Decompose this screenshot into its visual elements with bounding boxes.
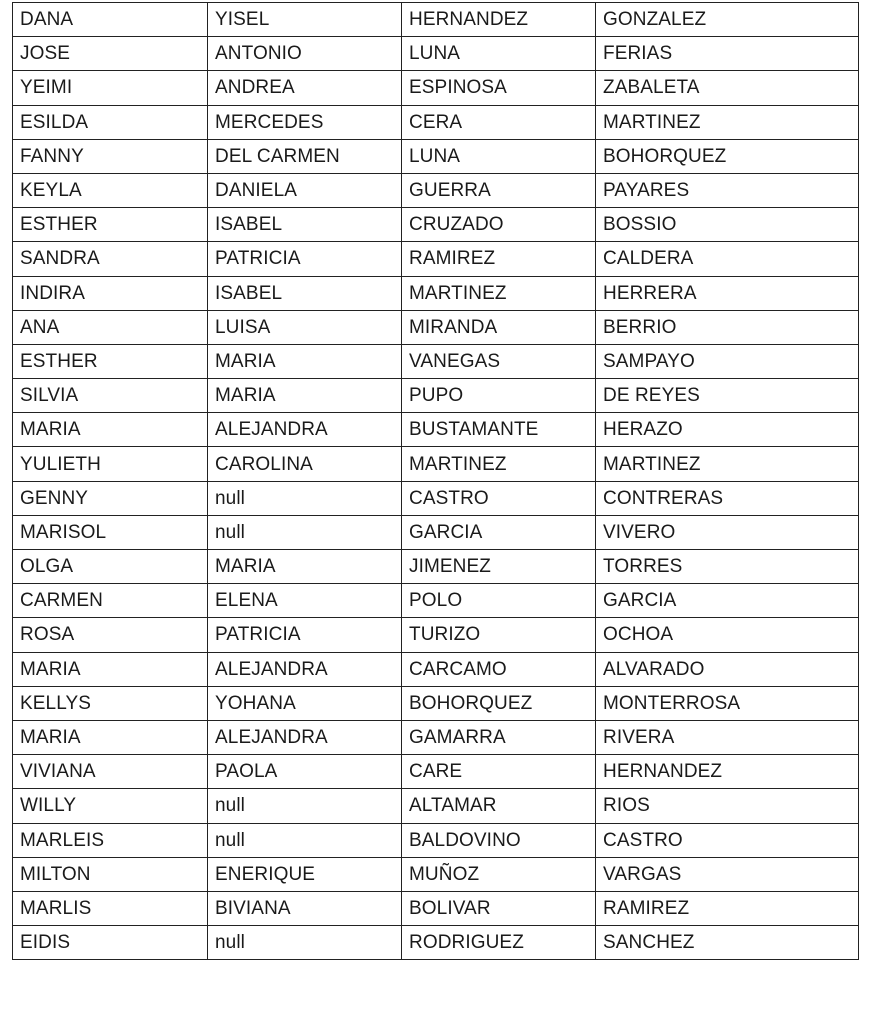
first-surname-cell: VANEGAS bbox=[402, 344, 596, 378]
first-surname-cell: LUNA bbox=[402, 139, 596, 173]
table-row bbox=[13, 3, 859, 37]
table-row bbox=[13, 105, 859, 139]
second-surname-cell: GARCIA bbox=[596, 584, 859, 618]
first-name-cell: YEIMI bbox=[13, 71, 208, 105]
first-surname-cell: GAMARRA bbox=[402, 720, 596, 754]
middle-name-cell: ALEJANDRA bbox=[208, 720, 402, 754]
first-name-cell: DANA bbox=[13, 3, 208, 37]
first-name-cell: MARLEIS bbox=[13, 823, 208, 857]
middle-name-cell: null bbox=[208, 789, 402, 823]
second-surname-cell: HERAZO bbox=[596, 413, 859, 447]
first-name-cell: MARISOL bbox=[13, 515, 208, 549]
table-row bbox=[13, 413, 859, 447]
middle-name-cell: ENERIQUE bbox=[208, 857, 402, 891]
middle-name-cell: ELENA bbox=[208, 584, 402, 618]
second-surname-cell: CONTRERAS bbox=[596, 481, 859, 515]
second-surname-cell: BERRIO bbox=[596, 310, 859, 344]
middle-name-cell: PATRICIA bbox=[208, 618, 402, 652]
table-row bbox=[13, 652, 859, 686]
table-row bbox=[13, 344, 859, 378]
middle-name-cell: CAROLINA bbox=[208, 447, 402, 481]
second-surname-cell: MARTINEZ bbox=[596, 447, 859, 481]
table-row bbox=[13, 720, 859, 754]
second-surname-cell: ALVARADO bbox=[596, 652, 859, 686]
table-row bbox=[13, 550, 859, 584]
second-surname-cell: RIOS bbox=[596, 789, 859, 823]
first-surname-cell: TURIZO bbox=[402, 618, 596, 652]
table-row bbox=[13, 447, 859, 481]
first-surname-cell: ALTAMAR bbox=[402, 789, 596, 823]
middle-name-cell: ISABEL bbox=[208, 208, 402, 242]
middle-name-cell: ALEJANDRA bbox=[208, 413, 402, 447]
first-surname-cell: RAMIREZ bbox=[402, 242, 596, 276]
first-surname-cell: MUÑOZ bbox=[402, 857, 596, 891]
table-row bbox=[13, 618, 859, 652]
middle-name-cell: ANTONIO bbox=[208, 37, 402, 71]
second-surname-cell: GONZALEZ bbox=[596, 3, 859, 37]
first-surname-cell: CRUZADO bbox=[402, 208, 596, 242]
first-surname-cell: CERA bbox=[402, 105, 596, 139]
first-name-cell: MARLIS bbox=[13, 891, 208, 925]
table-row bbox=[13, 823, 859, 857]
first-name-cell: OLGA bbox=[13, 550, 208, 584]
first-surname-cell: MARTINEZ bbox=[402, 447, 596, 481]
first-surname-cell: HERNANDEZ bbox=[402, 3, 596, 37]
document-page bbox=[12, 2, 858, 960]
second-surname-cell: PAYARES bbox=[596, 173, 859, 207]
middle-name-cell: ALEJANDRA bbox=[208, 652, 402, 686]
first-surname-cell: GUERRA bbox=[402, 173, 596, 207]
table-row bbox=[13, 173, 859, 207]
table-row bbox=[13, 71, 859, 105]
second-surname-cell: ZABALETA bbox=[596, 71, 859, 105]
table-row bbox=[13, 926, 859, 960]
first-name-cell: JOSE bbox=[13, 37, 208, 71]
first-name-cell: YULIETH bbox=[13, 447, 208, 481]
middle-name-cell: LUISA bbox=[208, 310, 402, 344]
table-row bbox=[13, 584, 859, 618]
first-surname-cell: BUSTAMANTE bbox=[402, 413, 596, 447]
first-surname-cell: LUNA bbox=[402, 37, 596, 71]
middle-name-cell: YOHANA bbox=[208, 686, 402, 720]
middle-name-cell: null bbox=[208, 926, 402, 960]
middle-name-cell: DANIELA bbox=[208, 173, 402, 207]
names-table-body bbox=[13, 3, 859, 960]
first-surname-cell: GARCIA bbox=[402, 515, 596, 549]
second-surname-cell: HERRERA bbox=[596, 276, 859, 310]
first-surname-cell: BOHORQUEZ bbox=[402, 686, 596, 720]
first-surname-cell: RODRIGUEZ bbox=[402, 926, 596, 960]
first-name-cell: FANNY bbox=[13, 139, 208, 173]
first-name-cell: SILVIA bbox=[13, 379, 208, 413]
first-surname-cell: CASTRO bbox=[402, 481, 596, 515]
first-name-cell: INDIRA bbox=[13, 276, 208, 310]
second-surname-cell: MARTINEZ bbox=[596, 105, 859, 139]
first-name-cell: GENNY bbox=[13, 481, 208, 515]
first-name-cell: KEYLA bbox=[13, 173, 208, 207]
names-table bbox=[12, 2, 859, 960]
table-row bbox=[13, 481, 859, 515]
first-name-cell: ESTHER bbox=[13, 208, 208, 242]
first-name-cell: ESTHER bbox=[13, 344, 208, 378]
middle-name-cell: BIVIANA bbox=[208, 891, 402, 925]
first-surname-cell: BOLIVAR bbox=[402, 891, 596, 925]
middle-name-cell: PATRICIA bbox=[208, 242, 402, 276]
table-row bbox=[13, 276, 859, 310]
first-name-cell: VIVIANA bbox=[13, 755, 208, 789]
second-surname-cell: RAMIREZ bbox=[596, 891, 859, 925]
second-surname-cell: OCHOA bbox=[596, 618, 859, 652]
second-surname-cell: VIVERO bbox=[596, 515, 859, 549]
second-surname-cell: CASTRO bbox=[596, 823, 859, 857]
table-row bbox=[13, 789, 859, 823]
table-row bbox=[13, 37, 859, 71]
first-surname-cell: CARCAMO bbox=[402, 652, 596, 686]
table-row bbox=[13, 242, 859, 276]
middle-name-cell: MARIA bbox=[208, 379, 402, 413]
first-surname-cell: MIRANDA bbox=[402, 310, 596, 344]
middle-name-cell: DEL CARMEN bbox=[208, 139, 402, 173]
first-name-cell: MILTON bbox=[13, 857, 208, 891]
table-row bbox=[13, 686, 859, 720]
table-row bbox=[13, 208, 859, 242]
table-row bbox=[13, 857, 859, 891]
middle-name-cell: MERCEDES bbox=[208, 105, 402, 139]
second-surname-cell: FERIAS bbox=[596, 37, 859, 71]
first-name-cell: ROSA bbox=[13, 618, 208, 652]
first-name-cell: EIDIS bbox=[13, 926, 208, 960]
middle-name-cell: null bbox=[208, 515, 402, 549]
second-surname-cell: VARGAS bbox=[596, 857, 859, 891]
first-name-cell: ESILDA bbox=[13, 105, 208, 139]
first-surname-cell: POLO bbox=[402, 584, 596, 618]
middle-name-cell: MARIA bbox=[208, 344, 402, 378]
second-surname-cell: BOSSIO bbox=[596, 208, 859, 242]
middle-name-cell: YISEL bbox=[208, 3, 402, 37]
first-name-cell: MARIA bbox=[13, 720, 208, 754]
first-name-cell: CARMEN bbox=[13, 584, 208, 618]
table-row bbox=[13, 515, 859, 549]
first-name-cell: MARIA bbox=[13, 413, 208, 447]
first-surname-cell: PUPO bbox=[402, 379, 596, 413]
first-surname-cell: BALDOVINO bbox=[402, 823, 596, 857]
first-surname-cell: ESPINOSA bbox=[402, 71, 596, 105]
table-row bbox=[13, 891, 859, 925]
table-row bbox=[13, 139, 859, 173]
second-surname-cell: TORRES bbox=[596, 550, 859, 584]
second-surname-cell: DE REYES bbox=[596, 379, 859, 413]
table-row bbox=[13, 379, 859, 413]
second-surname-cell: SAMPAYO bbox=[596, 344, 859, 378]
second-surname-cell: SANCHEZ bbox=[596, 926, 859, 960]
second-surname-cell: HERNANDEZ bbox=[596, 755, 859, 789]
second-surname-cell: RIVERA bbox=[596, 720, 859, 754]
middle-name-cell: PAOLA bbox=[208, 755, 402, 789]
second-surname-cell: BOHORQUEZ bbox=[596, 139, 859, 173]
middle-name-cell: null bbox=[208, 823, 402, 857]
second-surname-cell: CALDERA bbox=[596, 242, 859, 276]
table-row bbox=[13, 310, 859, 344]
middle-name-cell: null bbox=[208, 481, 402, 515]
first-surname-cell: JIMENEZ bbox=[402, 550, 596, 584]
first-name-cell: ANA bbox=[13, 310, 208, 344]
table-row bbox=[13, 755, 859, 789]
middle-name-cell: MARIA bbox=[208, 550, 402, 584]
second-surname-cell: MONTERROSA bbox=[596, 686, 859, 720]
first-surname-cell: MARTINEZ bbox=[402, 276, 596, 310]
first-name-cell: MARIA bbox=[13, 652, 208, 686]
first-surname-cell: CARE bbox=[402, 755, 596, 789]
middle-name-cell: ANDREA bbox=[208, 71, 402, 105]
first-name-cell: SANDRA bbox=[13, 242, 208, 276]
first-name-cell: KELLYS bbox=[13, 686, 208, 720]
first-name-cell: WILLY bbox=[13, 789, 208, 823]
middle-name-cell: ISABEL bbox=[208, 276, 402, 310]
